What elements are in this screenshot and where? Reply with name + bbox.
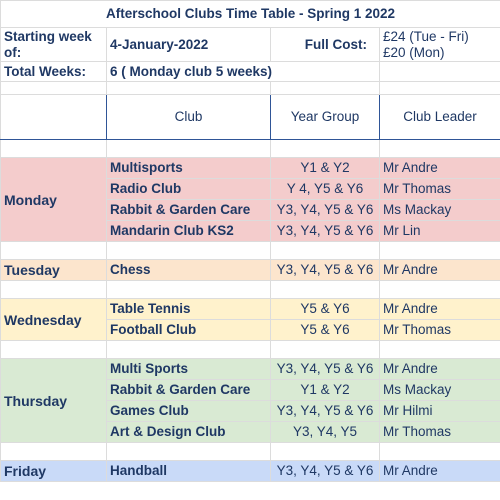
club-name: Football Club (107, 320, 271, 341)
club-name: Radio Club (107, 179, 271, 200)
year-group: Y 4, Y5 & Y6 (271, 179, 380, 200)
club-name: Chess (107, 260, 271, 281)
day-label-friday: Friday (1, 461, 107, 482)
club-leader: Mr Andre (380, 461, 500, 482)
club-leader: Mr Andre (380, 260, 500, 281)
full-cost-label: Full Cost: (271, 28, 380, 62)
column-header-row (1, 95, 500, 140)
empty-cell (107, 281, 271, 299)
empty-cell (1, 242, 107, 260)
year-group: Y5 & Y6 (271, 299, 380, 320)
club-leader: Mr Lin (380, 221, 500, 242)
header-year-group: Year Group (271, 95, 380, 140)
total-weeks-value: 6 ( Monday club 5 weeks) (107, 62, 380, 82)
club-name: Mandarin Club KS2 (107, 221, 271, 242)
club-leader: Mr Andre (380, 359, 500, 380)
empty-cell (107, 341, 271, 359)
club-name: Rabbit & Garden Care (107, 380, 271, 401)
cost-line-mon: £20 (Mon) (383, 44, 445, 60)
club-leader: Ms Mackay (380, 380, 500, 401)
day-label-thursday: Thursday (1, 359, 107, 443)
year-group: Y3, Y4, Y5 & Y6 (271, 260, 380, 281)
title-row (1, 1, 500, 28)
year-group: Y3, Y4, Y5 & Y6 (271, 221, 380, 242)
starting-week-value: 4-January-2022 (107, 28, 271, 62)
empty-cell (1, 95, 107, 140)
schedule-body (1, 140, 500, 482)
total-weeks-label: Total Weeks: (1, 62, 107, 82)
blank-row (1, 82, 500, 95)
empty-cell (271, 443, 380, 461)
empty-cell (107, 82, 271, 95)
page-title: Afterschool Clubs Time Table - Spring 1 2022 (1, 1, 500, 28)
table-row (1, 158, 500, 179)
table-row (1, 260, 500, 281)
day-label-wednesday: Wednesday (1, 299, 107, 341)
header-club: Club (107, 95, 271, 140)
club-leader: Mr Thomas (380, 179, 500, 200)
empty-cell (107, 140, 271, 158)
club-leader: Ms Mackay (380, 200, 500, 221)
empty-cell (271, 242, 380, 260)
empty-cell (271, 341, 380, 359)
gap-row (1, 443, 500, 461)
club-leader: Mr Thomas (380, 422, 500, 443)
header-club-leader: Club Leader (380, 95, 500, 140)
table-row (1, 359, 500, 380)
total-weeks-row (1, 62, 500, 82)
club-name: Rabbit & Garden Care (107, 200, 271, 221)
club-leader: Mr Hilmi (380, 401, 500, 422)
starting-week-row (1, 28, 500, 62)
empty-cell (1, 82, 107, 95)
year-group: Y1 & Y2 (271, 380, 380, 401)
empty-cell (380, 242, 500, 260)
gap-row (1, 281, 500, 299)
cost-line-tue-fri: £24 (Tue - Fri) (383, 28, 469, 44)
club-leader: Mr Andre (380, 299, 500, 320)
empty-cell (107, 242, 271, 260)
day-label-tuesday: Tuesday (1, 260, 107, 281)
club-name: Handball (107, 461, 271, 482)
empty-cell (107, 443, 271, 461)
club-name: Games Club (107, 401, 271, 422)
empty-cell (271, 82, 380, 95)
club-leader: Mr Andre (380, 158, 500, 179)
club-name: Art & Design Club (107, 422, 271, 443)
year-group: Y3, Y4, Y5 & Y6 (271, 359, 380, 380)
empty-cell (380, 140, 500, 158)
club-name: Table Tennis (107, 299, 271, 320)
starting-week-label: Starting week of: (1, 28, 107, 62)
empty-cell (380, 62, 500, 82)
club-leader: Mr Thomas (380, 320, 500, 341)
empty-cell (380, 82, 500, 95)
table-row (1, 461, 500, 482)
club-name: Multi Sports (107, 359, 271, 380)
empty-cell (271, 281, 380, 299)
gap-row (1, 341, 500, 359)
full-cost-value (380, 28, 500, 62)
year-group: Y3, Y4, Y5 & Y6 (271, 461, 380, 482)
gap-row (1, 140, 500, 158)
empty-cell (1, 341, 107, 359)
year-group: Y3, Y4, Y5 & Y6 (271, 200, 380, 221)
empty-cell (1, 443, 107, 461)
day-label-monday: Monday (1, 158, 107, 242)
empty-cell (380, 443, 500, 461)
empty-cell (380, 341, 500, 359)
year-group: Y1 & Y2 (271, 158, 380, 179)
empty-cell (1, 140, 107, 158)
empty-cell (1, 281, 107, 299)
table-row (1, 299, 500, 320)
year-group: Y3, Y4, Y5 (271, 422, 380, 443)
year-group: Y5 & Y6 (271, 320, 380, 341)
year-group: Y3, Y4, Y5 & Y6 (271, 401, 380, 422)
gap-row (1, 242, 500, 260)
empty-cell (380, 281, 500, 299)
empty-cell (271, 140, 380, 158)
club-name: Multisports (107, 158, 271, 179)
